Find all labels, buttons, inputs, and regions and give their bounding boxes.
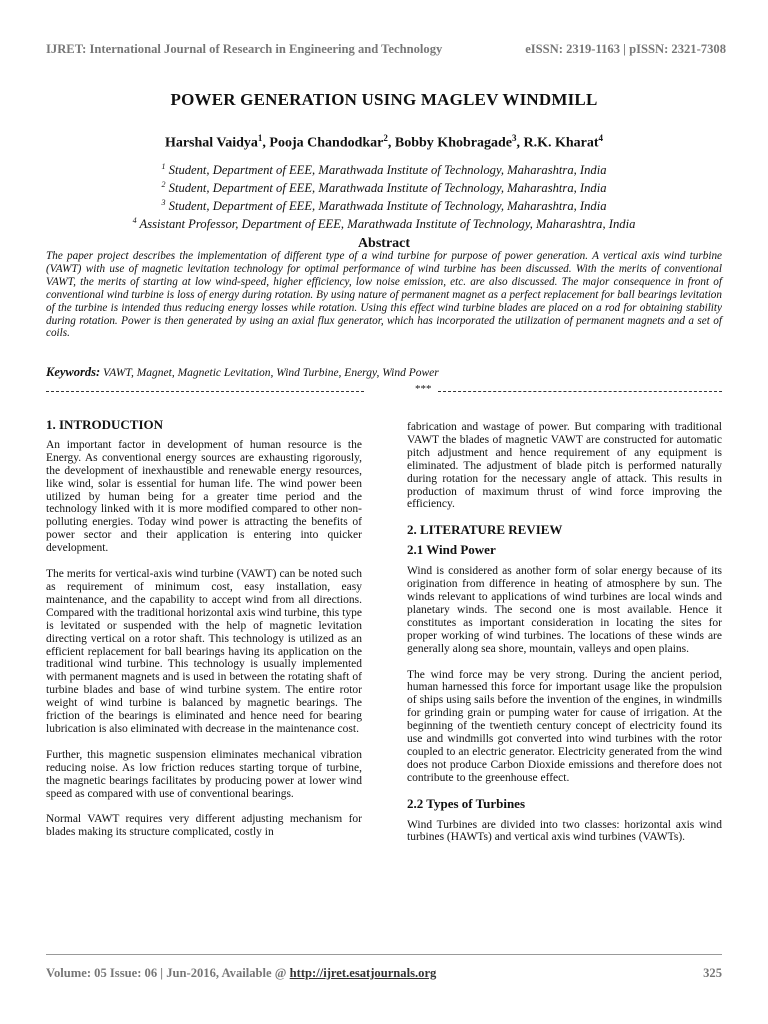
paragraph: The merits for vertical-axis wind turbine (VAWT) can be noted such as requirement of minimum cost, easy installation, easy maintenance, and the capability to accept wind from all directions. Compared with the traditional horizontal axis wind turbine, this type is levitated or suspended with the help of magnetic levitation directing vertical on a rotor shaft. This technology is utilized as an efficient replacement for ball bearings having its application on the traditional wind turbine. This technology is usually implemented with permanent magnets and is used in between the rotating shaft of turbine blades and base of wind turbine system. The entire rotor weight of wind turbine is balanced by magnetic bearings. The friction of the bearings is eliminated and hence need for bearing lubrication is also eliminated with decrease in the maintenance cost. [46,568,362,735]
paragraph: The wind force may be very strong. During the ancient period, human harnessed this force for important usage like the propulsion of ships using sails before the invention of the engines, in windmills for grinding grain or pumping water for cause of irrigation. At the beginning of the twentieth century concept of electricity found its use and windmills got converted into wind turbines with the rotor coupled to an electric generator. Electricity generated from the wind does not produce Carbon Dioxide emissions and therefore does not contribute to the greenhouse effect. [407,668,722,784]
affiliation-text: Student, Department of EEE, Marathwada Institute of Technology, Maharashtra, India [168,163,607,178]
page-number: 325 [703,966,722,980]
keywords-label: Keywords: [46,365,101,379]
issn: eISSN: 2319-1163 | pISSN: 2321-7308 [525,42,726,56]
section-separator [46,385,722,397]
paragraph: An important factor in development of human resource is the Energy. As conventional energy sources are exhausting rigorously, the development of inexhaustible and renewable energy resources, like wind, solar is essential for human life. The wind power been utilized by human being for a greater time period and the technology linked with it is more modified compared to other non-polluting energies. Today wind power is attracting the benefits of power sector and their application is entering into quicker development. [46,438,362,555]
journal-name: IJRET: International Journal of Research in Engineering and Technology [46,42,443,56]
affiliation-text: Student, Department of EEE, Marathwada Institute of Technology, Maharashtra, India [168,181,607,196]
abstract-heading: Abstract [357,236,411,251]
author-name: Harshal Vaidya [164,135,258,151]
affiliation [0,178,768,196]
keywords-text: VAWT, Magnet, Magnetic Levitation, Wind Turbine, Energy, Wind Power [103,367,439,379]
affiliation [0,214,768,232]
separator-line [46,391,364,392]
volume-info: Volume: 05 Issue: 06 | Jun-2016, Available @ [46,966,290,980]
section-heading: 2. LITERATURE REVIEW [407,522,563,538]
footer-divider [46,954,722,955]
right-column [407,421,722,857]
author-name: Bobby Khobragade [394,135,512,151]
affiliation-sup: 3 [161,197,166,207]
author-list: Harshal Vaidya$^1$, Pooja Chandodkar$^2$, Bobby Khobragade$^3$, R.K. Kharat$^4$ [164,133,604,151]
paragraph: Normal VAWT requires very different adjusting mechanism for blades making its structure complicated, costly in [46,813,362,839]
author-sup: 2 [383,133,388,143]
running-footer [46,966,722,981]
author-name: R.K. Kharat [523,135,599,151]
affiliation-sup: 4 [132,215,137,225]
subsection-heading: 2.1 Wind Power [407,542,496,558]
left-column [46,419,362,852]
affiliation-sup: 1 [161,162,166,171]
paragraph: fabrication and wastage of power. But comparing with traditional VAWT the blades of magnetic VAWT are constructed for automatic pitch adjustment and hence requirement of any equipment is eliminated. The adjustment of blade pitch is performed naturally during rotation for the necessary angle of attack. This results in production of maximum thrust of wind force improving the efficiency. [407,421,722,511]
author-sup: 3 [511,133,517,143]
paper-title: POWER GENERATION USING MAGLEV WINDMILL [170,90,598,109]
affiliation-sup: 2 [161,179,166,189]
section-heading: 1. INTRODUCTION [46,417,164,432]
paragraph: Wind Turbines are divided into two classes: horizontal axis wind turbines (HAWTs) and vertical axis wind turbines (VAWTs). [407,818,722,844]
author-sup: 1 [257,133,263,143]
affiliation [0,160,768,178]
affiliation-text: Assistant Professor, Department of EEE, Marathwada Institute of Technology, Maharashtra, India [139,216,636,231]
subsection-heading: 2.2 Types of Turbines [407,795,526,811]
paragraph: Further, this magnetic suspension eliminates mechanical vibration reducing noise. As low friction reduces starting torque of turbine, the magnetic bearings facilitates by producing power at lower wind speed as compared with use of conventional bearings. [46,748,362,800]
affiliation [0,196,768,214]
journal-link[interactable]: http://ijret.esatjournals.org [289,966,437,980]
affiliations [0,160,768,232]
author-sup: 4 [598,133,604,143]
author-name: Pooja Chandodkar [269,135,384,151]
keywords [46,365,722,380]
separator-stars: *** [415,383,432,395]
paragraph: Wind is considered as another form of solar energy because of its origination from difference in heating of atmosphere by sun. The winds relevant to applications of wind turbines are local winds and planetary winds. The second one is most available. Hence it constitutes as important consideration in locating the sites for proper working of wind turbines. The locations of these winds are generally along sea shore, mountain, valleys and open plains. [407,565,722,655]
affiliation-text: Student, Department of EEE, Marathwada Institute of Technology, Maharashtra, India [168,198,607,213]
separator-line [438,391,722,392]
abstract-text: The paper project describes the implementation of different type of a wind turbine for purpose of power generation. A vertical axis wind turbine (VAWT) with use of magnetic levitation technology for optimal performance of wind turbine has been discussed. With the merits of conventional VAWT, the merits of starting at low wind-speed, higher efficiency, low noise emission, etc. are also discussed. The major consequence in front of conventional wind turbine is loss of energy during rotation. By using nature of permanent magnet as a perfect replacement for ball bearings levitation of the turbine is intended thus reducing energy losses while rotation. Using this effect wind turbine blades are placed on a rod for obtaining stability during rotation. Power is then generated by using an axial flux generator, which has incorporated the utilization of permanent magnets and a set of coils. [46,250,722,340]
